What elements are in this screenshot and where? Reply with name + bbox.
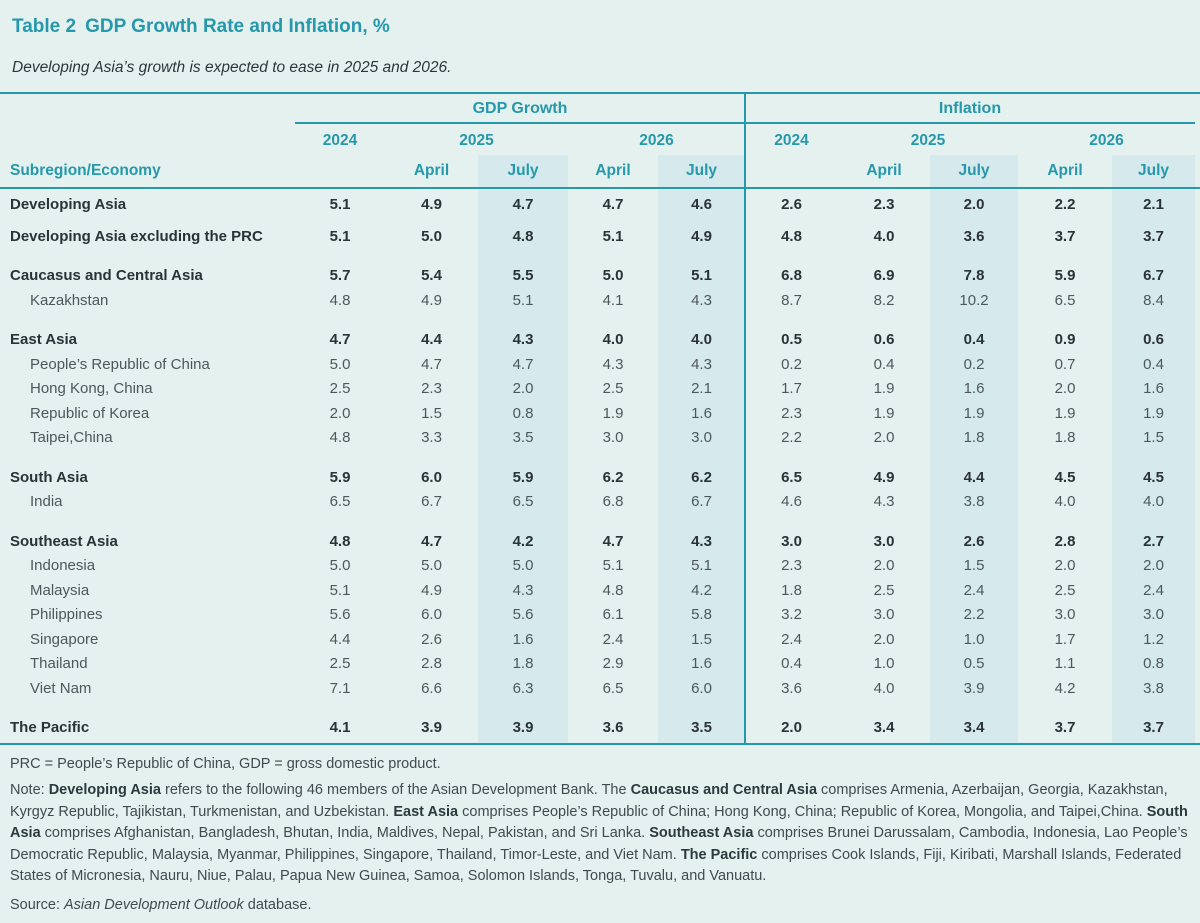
value-cell: 5.1	[329, 227, 351, 245]
value-cell: 6.5	[512, 493, 534, 510]
source-note: Source: Asian Development Outlook database.	[10, 896, 312, 913]
value-cell: 6.2	[691, 468, 712, 486]
value-cell: 1.6	[963, 380, 985, 397]
value-cell: 0.6	[1143, 331, 1164, 348]
value-cell: 2.4	[1143, 581, 1164, 599]
value-cell: 2.0	[781, 719, 802, 736]
value-cell: 2.0	[512, 380, 534, 397]
value-cell: 4.6	[781, 493, 802, 510]
table-subtitle: Developing Asia’s growth is expected to ease in 2025 and 2026.	[12, 59, 452, 76]
value-cell: 3.9	[963, 679, 985, 697]
value-cell: 1.9	[1054, 404, 1076, 422]
value-cell: 4.0	[691, 331, 712, 348]
table-row	[0, 490, 1200, 515]
value-cell: 5.7	[329, 267, 351, 284]
row-label: Singapore	[30, 630, 99, 648]
value-cell: 3.4	[873, 719, 895, 736]
value-cell: 2.2	[781, 429, 802, 446]
row-label: The Pacific	[10, 719, 90, 736]
value-cell: 3.7	[1054, 227, 1076, 245]
value-cell: 2.0	[873, 630, 895, 648]
value-cell: 1.7	[1054, 630, 1076, 648]
value-cell: 6.9	[873, 267, 895, 284]
table-row	[0, 377, 1200, 402]
value-cell: 5.1	[602, 227, 624, 245]
value-cell: 4.0	[873, 679, 895, 697]
table-number: Table 2	[12, 16, 77, 37]
value-cell: 2.5	[873, 581, 895, 599]
row-label: Taipei,China	[30, 429, 113, 446]
value-cell: 6.7	[691, 493, 712, 510]
value-cell: 7.1	[329, 679, 351, 697]
value-cell: 4.3	[602, 355, 624, 373]
value-cell: 4.9	[421, 581, 442, 599]
table-row	[0, 289, 1200, 314]
row-label: Developing Asia excluding the PRC	[10, 227, 263, 245]
value-cell: 4.2	[512, 532, 534, 550]
value-cell: 6.7	[421, 493, 442, 510]
value-cell: 2.0	[963, 196, 985, 213]
table-row	[0, 579, 1200, 604]
value-cell: 3.0	[1054, 606, 1076, 623]
value-cell: 3.4	[963, 719, 985, 736]
row-label: India	[30, 493, 63, 510]
value-cell: 1.5	[691, 630, 712, 648]
value-cell: 4.3	[691, 355, 712, 373]
row-label: Thailand	[30, 655, 88, 672]
value-cell: 1.1	[1054, 655, 1076, 672]
table-row	[0, 652, 1200, 677]
table-row	[0, 530, 1200, 555]
value-cell: 0.4	[1143, 355, 1164, 373]
value-cell: 4.4	[963, 468, 985, 486]
value-cell: 0.5	[781, 331, 802, 348]
value-cell: 5.1	[512, 291, 534, 309]
row-label: People’s Republic of China	[30, 355, 210, 373]
value-cell: 6.7	[1143, 267, 1164, 284]
value-cell: 5.6	[329, 606, 351, 623]
value-cell: 0.8	[512, 404, 534, 422]
year-header-gdp-2025: 2025	[459, 132, 494, 149]
value-cell: 1.7	[781, 380, 802, 397]
value-cell: 2.6	[963, 532, 985, 550]
value-cell: 3.8	[1143, 679, 1164, 697]
value-cell: 5.1	[691, 267, 712, 284]
value-cell: 2.0	[873, 557, 895, 574]
table-row	[0, 716, 1200, 741]
value-cell: 5.1	[691, 557, 712, 574]
group-header-gdp-growth: GDP Growth	[472, 100, 568, 117]
gdp-inflation-table	[0, 92, 1200, 745]
value-cell: 4.8	[329, 291, 351, 309]
value-cell: 1.9	[602, 404, 624, 422]
value-cell: 1.9	[873, 404, 895, 422]
definition-note: Note: Developing Asia refers to the following 46 members of the Asian Development Bank. The Caucasus and Central Asia comprises Armenia, Azerbaijan, Georgia, Kazakhstan, Kyrgyz Republic, Tajikistan, Turkmenistan, and Uzbekistan. East Asia comprises People’s Republic of China; Hong Kong, China; Republic of Korea, Mongolia, and Taipei,China. South Asia comprises Afghanistan, Bangladesh, Bhutan, India, Maldives, Nepal, Pakistan, and Sri Lanka. Southeast Asia comprises Brunei Darussalam, Cambodia, Indonesia, Lao People’s Democratic Republic, Malaysia, Myanmar, Philippines, Singapore, Thailand, Timor-Leste, and Viet Nam. The Pacific comprises Cook Islands, Fiji, Kiribati, Marshall Islands, Federated States of Micronesia, Nauru, Niue, Palau, Papua New Guinea, Samoa, Solomon Islands, Tonga, Tuvalu, and Vanuatu.	[10, 782, 1188, 884]
value-cell: 2.0	[1054, 557, 1076, 574]
value-cell: 4.9	[421, 291, 442, 309]
table-row	[0, 225, 1200, 250]
value-cell: 3.0	[781, 532, 802, 550]
value-cell: 3.5	[512, 429, 534, 446]
value-cell: 4.8	[329, 532, 351, 550]
value-cell: 5.5	[512, 267, 534, 284]
value-cell: 2.8	[421, 655, 442, 672]
value-cell: 4.3	[873, 493, 895, 510]
value-cell: 6.6	[421, 679, 442, 697]
value-cell: 4.7	[421, 355, 442, 373]
value-cell: 8.7	[781, 291, 802, 309]
table-row	[0, 677, 1200, 702]
year-header-inflation-2024: 2024	[774, 132, 809, 149]
value-cell: 4.8	[329, 429, 351, 446]
value-cell: 1.6	[691, 655, 712, 672]
value-cell: 4.1	[602, 291, 624, 309]
table-row	[0, 426, 1200, 451]
value-cell: 5.0	[512, 557, 534, 574]
value-cell: 3.0	[873, 532, 895, 550]
value-cell: 1.8	[1054, 429, 1076, 446]
value-cell: 4.0	[873, 227, 895, 245]
value-cell: 4.1	[329, 719, 351, 736]
value-cell: 1.8	[512, 655, 534, 672]
value-cell: 4.0	[1143, 493, 1164, 510]
row-label: Viet Nam	[30, 679, 92, 697]
year-header-gdp-2024: 2024	[322, 132, 358, 149]
value-cell: 3.6	[963, 227, 985, 245]
table-row	[0, 353, 1200, 378]
value-cell: 6.8	[602, 493, 624, 510]
value-cell: 5.0	[421, 227, 442, 245]
row-label: Caucasus and Central Asia	[10, 267, 203, 284]
value-cell: 4.9	[873, 468, 895, 486]
value-cell: 1.8	[781, 581, 802, 599]
value-cell: 6.3	[512, 679, 534, 697]
value-cell: 4.6	[691, 196, 712, 213]
value-cell: 4.5	[1143, 468, 1164, 486]
value-cell: 7.8	[963, 267, 985, 284]
value-cell: 2.4	[602, 630, 624, 648]
value-cell: 1.9	[873, 380, 895, 397]
year-header-gdp-2026: 2026	[639, 132, 674, 149]
value-cell: 5.0	[602, 267, 624, 284]
value-cell: 5.0	[329, 355, 351, 373]
month-header-gdp-2025-july: July	[507, 162, 539, 179]
value-cell: 4.3	[691, 532, 712, 550]
value-cell: 6.5	[329, 493, 351, 510]
value-cell: 3.0	[1143, 606, 1164, 623]
value-cell: 2.3	[781, 404, 802, 422]
value-cell: 1.8	[963, 429, 985, 446]
value-cell: 0.4	[963, 331, 985, 348]
value-cell: 4.9	[421, 196, 442, 213]
value-cell: 3.5	[691, 719, 712, 736]
value-cell: 2.1	[691, 380, 712, 397]
value-cell: 2.3	[781, 557, 802, 574]
value-cell: 2.0	[329, 404, 351, 422]
value-cell: 2.5	[1054, 581, 1076, 599]
value-cell: 5.0	[421, 557, 442, 574]
value-cell: 4.7	[329, 331, 351, 348]
value-cell: 1.0	[963, 630, 985, 648]
month-header-inflation-2026-april: April	[1047, 162, 1083, 179]
value-cell: 0.7	[1054, 355, 1076, 373]
value-cell: 4.4	[329, 630, 351, 648]
value-cell: 4.8	[602, 581, 624, 599]
table-row	[0, 628, 1200, 653]
value-cell: 4.7	[602, 532, 624, 550]
value-cell: 1.2	[1143, 630, 1164, 648]
table-row	[0, 466, 1200, 491]
value-cell: 0.2	[781, 355, 802, 373]
value-cell: 4.0	[1054, 493, 1076, 510]
value-cell: 3.7	[1143, 719, 1164, 736]
value-cell: 5.6	[512, 606, 534, 623]
table-row	[0, 554, 1200, 579]
value-cell: 4.2	[691, 581, 712, 599]
value-cell: 1.9	[963, 404, 985, 422]
value-cell: 3.7	[1054, 719, 1076, 736]
value-cell: 5.9	[329, 468, 351, 486]
table-title	[12, 16, 390, 38]
value-cell: 0.9	[1054, 331, 1076, 348]
value-cell: 1.5	[1143, 429, 1164, 446]
value-cell: 1.6	[512, 630, 534, 648]
value-cell: 3.8	[963, 493, 985, 510]
row-label: Malaysia	[30, 581, 90, 599]
value-cell: 3.2	[781, 606, 802, 623]
value-cell: 4.7	[512, 355, 534, 373]
month-header-inflation-2025-july: July	[958, 162, 990, 179]
value-cell: 4.7	[421, 532, 442, 550]
row-label: Southeast Asia	[10, 532, 118, 550]
value-cell: 5.1	[329, 196, 351, 213]
value-cell: 2.2	[1054, 196, 1076, 213]
value-cell: 2.0	[873, 429, 895, 446]
value-cell: 0.2	[963, 355, 985, 373]
value-cell: 6.5	[602, 679, 624, 697]
row-label: Indonesia	[30, 557, 96, 574]
value-cell: 5.9	[512, 468, 534, 486]
value-cell: 5.9	[1054, 267, 1076, 284]
value-cell: 4.3	[512, 581, 534, 599]
value-cell: 6.5	[781, 468, 802, 486]
value-cell: 0.4	[873, 355, 895, 373]
value-cell: 4.3	[512, 331, 534, 348]
value-cell: 6.8	[781, 267, 802, 284]
value-cell: 0.5	[963, 655, 985, 672]
value-cell: 2.3	[421, 380, 442, 397]
value-cell: 3.6	[781, 679, 802, 697]
value-cell: 4.5	[1054, 468, 1076, 486]
value-cell: 3.0	[602, 429, 624, 446]
value-cell: 8.2	[873, 291, 895, 309]
value-cell: 3.6	[602, 719, 624, 736]
value-cell: 0.4	[781, 655, 802, 672]
footnotes	[10, 754, 1194, 916]
value-cell: 3.9	[421, 719, 442, 736]
group-header-inflation: Inflation	[938, 100, 1002, 117]
table-title-text: GDP Growth Rate and Inflation, %	[85, 16, 390, 37]
value-cell: 1.6	[1143, 380, 1164, 397]
row-label: Philippines	[30, 606, 103, 623]
year-header-inflation-2026: 2026	[1089, 132, 1124, 149]
value-cell: 4.2	[1054, 679, 1076, 697]
row-label: Developing Asia	[10, 196, 127, 213]
value-cell: 2.6	[781, 196, 802, 213]
value-cell: 1.6	[691, 404, 712, 422]
table-bottom-rule	[0, 743, 1200, 745]
value-cell: 3.7	[1143, 227, 1164, 245]
value-cell: 1.9	[1143, 404, 1164, 422]
table-body	[0, 189, 1200, 741]
month-header-inflation-2025-april: April	[866, 162, 902, 179]
value-cell: 2.5	[602, 380, 624, 397]
row-label: Hong Kong, China	[30, 380, 153, 397]
value-cell: 10.2	[959, 291, 989, 309]
value-cell: 5.1	[329, 581, 351, 599]
value-cell: 5.0	[329, 557, 351, 574]
value-cell: 2.6	[421, 630, 442, 648]
value-cell: 2.1	[1143, 196, 1164, 213]
row-label: Republic of Korea	[30, 404, 150, 422]
value-cell: 3.3	[421, 429, 442, 446]
value-cell: 2.4	[781, 630, 802, 648]
table-row	[0, 193, 1200, 218]
value-cell: 4.0	[602, 331, 624, 348]
value-cell: 2.8	[1054, 532, 1076, 550]
value-cell: 2.7	[1143, 532, 1164, 550]
value-cell: 6.5	[1054, 291, 1076, 309]
month-header-inflation-2026-july: July	[1137, 162, 1169, 179]
value-cell: 5.8	[691, 606, 712, 623]
row-label: South Asia	[10, 468, 88, 486]
value-cell: 3.0	[873, 606, 895, 623]
row-label: East Asia	[10, 331, 77, 348]
table-row	[0, 328, 1200, 353]
value-cell: 3.0	[691, 429, 712, 446]
value-cell: 4.4	[421, 331, 442, 348]
row-label: Kazakhstan	[30, 291, 109, 309]
column-header-subregion-economy: Subregion/Economy	[10, 162, 161, 179]
value-cell: 0.8	[1143, 655, 1164, 672]
value-cell: 0.6	[873, 331, 895, 348]
value-cell: 6.0	[421, 468, 442, 486]
table-row	[0, 264, 1200, 289]
value-cell: 2.5	[329, 655, 351, 672]
value-cell: 6.2	[602, 468, 624, 486]
value-cell: 2.0	[1054, 380, 1076, 397]
value-cell: 4.7	[602, 196, 624, 213]
year-header-inflation-2025: 2025	[910, 132, 946, 149]
value-cell: 1.0	[873, 655, 895, 672]
value-cell: 6.0	[691, 679, 712, 697]
value-cell: 2.9	[602, 655, 624, 672]
value-cell: 4.3	[691, 291, 712, 309]
value-cell: 8.4	[1143, 291, 1164, 309]
value-cell: 2.2	[963, 606, 985, 623]
month-header-gdp-2026-april: April	[595, 162, 631, 179]
value-cell: 2.4	[963, 581, 985, 599]
value-cell: 6.1	[602, 606, 624, 623]
value-cell: 6.0	[421, 606, 442, 623]
value-cell: 2.3	[873, 196, 895, 213]
value-cell: 4.8	[781, 227, 802, 245]
value-cell: 5.1	[602, 557, 624, 574]
value-cell: 3.9	[512, 719, 534, 736]
table-row	[0, 402, 1200, 427]
value-cell: 4.7	[512, 196, 534, 213]
month-header-gdp-2026-july: July	[685, 162, 717, 179]
value-cell: 5.4	[421, 267, 442, 284]
table-row	[0, 603, 1200, 628]
month-header-gdp-2025-april: April	[413, 162, 450, 179]
value-cell: 2.5	[329, 380, 351, 397]
abbreviations-note: PRC = People’s Republic of China, GDP = gross domestic product.	[10, 756, 441, 772]
value-cell: 1.5	[421, 404, 442, 422]
value-cell: 1.5	[963, 557, 985, 574]
value-cell: 2.0	[1143, 557, 1164, 574]
value-cell: 4.8	[512, 227, 534, 245]
value-cell: 4.9	[691, 227, 712, 245]
